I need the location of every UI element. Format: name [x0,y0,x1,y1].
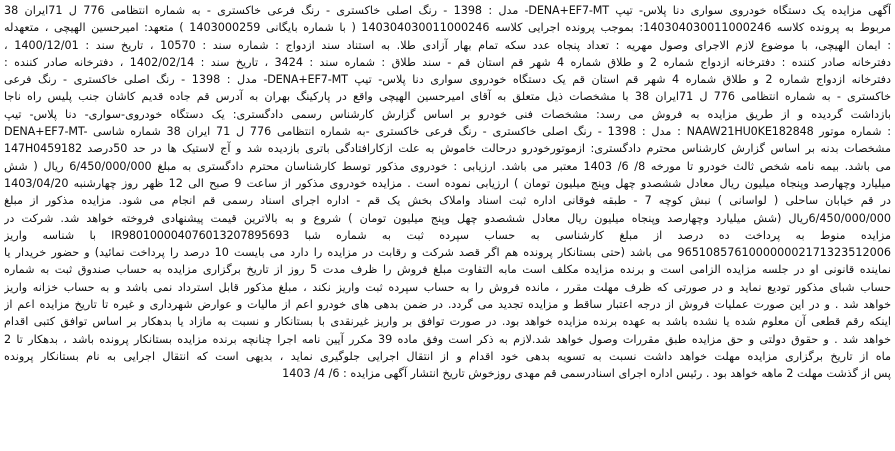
notice-line: 965108576100000002171323512006 می باشد (حتی بستانکار پرونده هم اگر قصد شرکت و رقابت در مزایده را دارد می بایست 10 درصد را پرداخت نمائید) و حضور خریدار یا [4,246,891,260]
notice-line: : ایمان الهیچی، با موضوع لازم الاجرای وصول مهریه : تعداد پنجاه عدد سکه تمام بهار آزادی طلا. به استناد سند ازدواج : شماره سند : 10570 ، تاریخ سند : 1400/12/01 ، [4,38,891,52]
notice-line: اینکه رقم قطعی آن معلوم شده یا نشده باشد به عهده برنده مزایده خواهد بود. در صورت توافق بر واریز غیرنقدی با بستانکار و نسبت به مازاد یا بدهکار بر اساس توافق کتبی اقدام [4,315,891,329]
notice-line: ماه از تاریخ برگزاری مزایده مهلت خواهد داشت نسبت به تسویه بدهی خود اقدام و از انتقال اجرایی جلوگیری نماید ، بدیهی است که انتقال اجرایی به نام بستانکار پرونده [4,349,891,363]
notice-line: میلیارد وچهارصد وپنجاه میلیون ریال معادل ششصدو چهل وپنج میلیون تومان ) ارزیابی نموده است . مزایده خودروی مذکور از ساعت 9 صبح الی 12 ظهر روز چهارشنبه 1403/04/20 [4,176,891,190]
notice-line: در قم خیابان ساحلی ( لواسانی ) نبش کوچه 7 - طبقه فوقانی اداره ثبت اسناد واملاک بخش یک قم - اداره اجرای اسناد رسمی قم انجام می شود. مزایده مذکور از مبلغ [4,194,891,208]
notice-line: خواهد شد . و در این صورت عملیات فروش از درجه اعتبار ساقط و مزایده تجدید می گردد. در ضمن بدهی های خودرو اعم از مالیات و عوارض شهرداری و غیره تا تاریخ مزایده اعم از [4,298,891,312]
notice-line: می باشد. بیمه نامه شخص ثالث خودرو تا مورخه 8/ 6/ 1403 معتبر می باشد. ارزیابی : خودروی مذکور توسط کارشناسان محترم دادگستری به مبلغ 6/450/000/000 ریال ( شش [4,159,891,173]
notice-line: دفترخانه صادر کننده : دفترخانه ازدواج شماره 2 و طلاق شماره 4 شهر قم استان قم - سند طلاق : شماره سند : 3424 ، تاریخ سند : 1402/02/14 ، دفترخانه صادر کننده : [4,55,891,69]
notice-line: نماینده قانونی او در جلسه مزایده الزامی است و برنده مزایده مکلف است مابه التفاوت مبلغ فروش را ظرف مدت 5 روز از تاریخ برگزاری مزایده به حساب صندوق ثبت به شماره [4,263,891,277]
notice-line: آگهی مزایده یک دستگاه خودروی سواری دنا پلاس- تیپ DENA+EF7-MT- مدل : 1398 - رنگ اصلی خاکستری - رنگ فرعی خاکستری - به شماره انتظامی 776 ل 71ایران 38 [4,4,891,17]
notice-line: خاکستری - به شماره انتظامی 776 ل 71ایران 38 با مشخصات ذیل متعلق به آقای امیرحسین الهیچی واقع در پارکینگ بهران به آدرس قم جاده قدیم کاشان جنب پلیس راه ناجا [4,90,891,104]
notice-line: 6/450/000/000ریال (شش میلیارد وچهارصد وپنجاه میلیون ریال معادل ششصدو چهل وپنج میلیون تومان ) شروع و به بالاترین قیمت پیشنهادی فروخته خواهد شد. شرکت در [4,211,891,225]
notice-line: حساب شبای مذکور تودیع نماید و در صورتی که ظرف مهلت مقرر ، مانده فروش را به حساب سپرده ثبت واریز نکند ، مبلغ مذکور قابل استرداد نمی باشد و به حساب خزانه واریز [4,280,891,294]
notice-line: خواهد شد . و حقوق دولتی و حق مزایده طبق مقررات وصول خواهد شد.لازم به ذکر است وفق ماده 39 مکرر آیین نامه اجرا چنانچه برنده مزایده بستانکار پرونده باشد ، بدهکار تا 2 [4,332,891,346]
notice-line-last: پس از گذشت مهلت 2 ماهه خواهد بود . رئیس اداره اجرای اسنادرسمی قم مهدی روزخوش تاریخ انتشار آگهی مزایده : 6/ 4/ 1403 [282,367,891,381]
notice-line: 147H0459182 مشخصات بدنه بر اساس گزارش کارشناس محترم دادگستری: ازموتورخودرو درحالت خاموش به علت ازکارافتادگی باتری بازدیده شد و آج لاستیک ها در حد 50درصد [4,142,891,156]
notice-line: DENA+EF7-MT- مدل : 1398 - رنگ اصلی خاکستری - رنگ فرعی خاکستری -به شماره انتظامی 776 ل 71 ایران 38 شماره شاسی : NAAW21HU0KE182848 شماره موتور : [4,125,891,139]
notice-line: دفترخانه ازدواج شماره 2 و طلاق شماره 4 شهر قم استان قم یک دستگاه خودروی سواری دنا پلاس- تیپ DENA+EF7-MT- مدل : 1398 - رنگ اصلی خاکستری - رنگ فرعی [4,73,891,87]
notice-line: مزایده منوط به پرداخت ده درصد از مبلغ کارشناسی به حساب سپرده ثبت به شماره شبا IR980100004076013207895693 با شناسه واریز [4,228,891,242]
notice-line: بازداشت گردیده و از طریق مزایده به فروش می رسد: مشخصات فنی خودرو بر اساس گزارش کارشناس رسمی دادگستری: یک دستگاه خودروی-سواری- دنا پلاس- تیپ [4,107,891,121]
notice-line: مربوط به پرونده کلاسه 140304030011000246: بموجب پرونده اجرایی کلاسه 140304030011000246 ( با شماره بایگانی 1403000259 ) متعهد: امیرحسین الهیچی ، متعهدله [4,21,891,35]
